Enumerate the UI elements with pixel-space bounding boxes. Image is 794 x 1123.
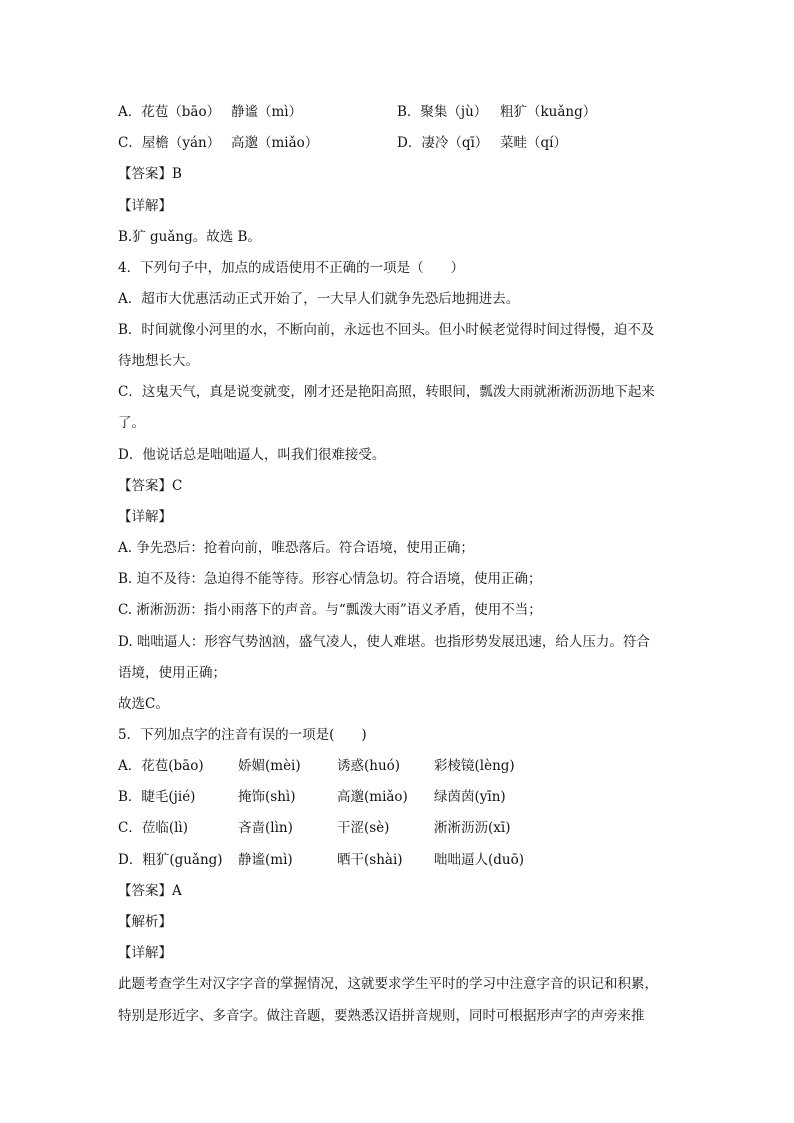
q3-option-d: D．凄冷（qī） — [397, 135, 489, 151]
q5-explanation-1: 此题考查学生对汉字字音的掌握情况，这就要求学生平时的学习中注意字音的识记和积累， — [118, 976, 658, 992]
q5-b-2: 掩饰(shì) — [238, 789, 296, 805]
q5-detail-label: 【详解】 — [118, 945, 172, 961]
q4-detail-label: 【详解】 — [118, 509, 172, 525]
q4-detail-c: C. 淅淅沥沥：指小雨落下的声音。与“瓢泼大雨”语义矛盾，使用不当； — [118, 602, 542, 618]
q5-d-2: 静谧(mì) — [238, 852, 293, 868]
q4-detail-b: B. 迫不及待：急迫得不能等待。形容心情急切。符合语境，使用正确； — [118, 571, 542, 587]
q4-conclusion: 故选C。 — [118, 696, 169, 712]
q5-a-1: A．花苞(bāo) — [118, 758, 204, 774]
q3-option-b-word2: 粗犷（kuǎng） — [500, 104, 597, 120]
q5-b-3: 高邈(miǎo) — [337, 789, 408, 805]
q4-option-c: C．这鬼天气，真是说变就变，刚才还是艳阳高照，转眼间，瓢泼大雨就淅淅沥沥地下起来 — [118, 384, 655, 400]
q3-detail-label: 【详解】 — [118, 198, 172, 214]
q5-b-4: 绿茵茵(yīn) — [434, 789, 506, 805]
q4-option-d: D．他说话总是咄咄逼人，叫我们很难接受。 — [118, 447, 386, 463]
q4-answer: 【答案】C — [118, 478, 183, 494]
q5-a-3: 诱惑(huó) — [337, 758, 401, 774]
q3-option-a-word2: 静谧（mì） — [231, 104, 303, 120]
q3-option-c: C．屋檐（yán） — [118, 135, 221, 151]
q5-c-1: C．莅临(lì) — [118, 820, 188, 836]
q3-detail: B.犷 guǎng。故选 B。 — [118, 229, 261, 245]
q5-answer: 【答案】A — [118, 883, 182, 899]
q3-option-b: B．聚集（jù） — [397, 104, 488, 120]
q3-option-d-word2: 菜畦（qí） — [500, 135, 567, 151]
q4-detail-a: A. 争先恐后：抢着向前，唯恐落后。符合语境，使用正确； — [118, 540, 474, 556]
q5-c-3: 干涩(sè) — [337, 820, 390, 836]
q4-stem: 4．下列句子中，加点的成语使用不正确的一项是（ ） — [118, 260, 465, 276]
q5-analysis-label: 【解析】 — [118, 914, 172, 930]
q5-d-1: D．粗犷(guǎng) — [118, 852, 223, 868]
q5-b-1: B．睫毛(jié) — [118, 789, 196, 805]
q3-option-a: A．花苞（bāo） — [118, 104, 221, 120]
q4-option-a: A．超市大优惠活动正式开始了，一大早人们就争先恐后地拥进去。 — [118, 291, 520, 307]
q3-answer: 【答案】B — [118, 166, 182, 182]
q5-d-3: 晒干(shài) — [337, 852, 403, 868]
q4-option-c-cont: 了。 — [118, 415, 145, 431]
q5-explanation-2: 特别是形近字、多音字。做注音题，要熟悉汉语拼音规则，同时可根据形声字的声旁来推 — [118, 1008, 645, 1024]
q5-c-2: 吝啬(lìn) — [238, 820, 293, 836]
q4-option-b-cont: 待地想长大。 — [118, 353, 199, 369]
q5-a-2: 娇媚(mèi) — [238, 758, 301, 774]
q4-detail-d: D. 咄咄逼人：形容气势汹汹，盛气凌人，使人难堪。也指形势发展迅速，给人压力。符合 — [118, 634, 650, 650]
q3-option-c-word2: 高邈（miǎo） — [231, 135, 319, 151]
q4-option-b: B．时间就像小河里的水，不断向前，永远也不回头。但小时候老觉得时间过得慢，迫不及 — [118, 322, 655, 338]
q5-stem: 5．下列加点字的注音有误的一项是( ) — [118, 727, 367, 743]
q5-c-4: 淅淅沥沥(xī) — [434, 820, 511, 836]
q5-a-4: 彩棱镜(lèng) — [434, 758, 515, 774]
q4-detail-d-cont: 语境，使用正确； — [118, 665, 226, 681]
q5-d-4: 咄咄逼人(duō) — [434, 852, 524, 868]
